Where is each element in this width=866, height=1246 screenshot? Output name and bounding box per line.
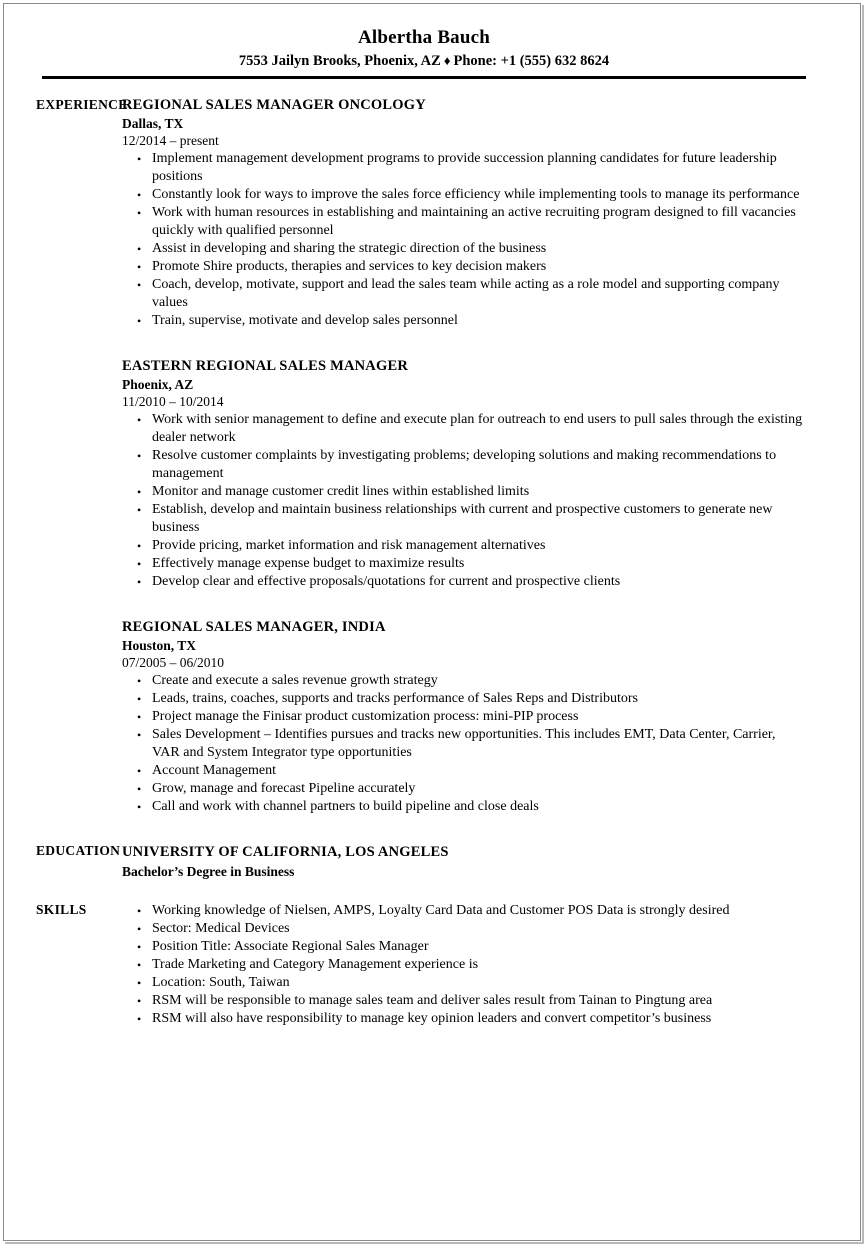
list-item: • RSM will also have responsibility to manage key opinion leaders and convert competitor’s business — [122, 1010, 806, 1028]
list-item: • Establish, develop and maintain business relationships with current and prospective customers to generate new business — [122, 501, 806, 537]
job-location: Dallas, TX — [122, 116, 184, 131]
contact-address: 7553 Jailyn Brooks, Phoenix, AZ — [238, 53, 441, 69]
list-item: • Call and work with channel partners to build pipeline and close deals — [122, 798, 806, 816]
list-item: • Promote Shire products, therapies and services to key decision makers — [122, 258, 806, 276]
job-bullet-list — [122, 672, 806, 816]
diamond-separator-icon: ♦ — [443, 53, 451, 68]
list-item: • Implement management development programs to provide succession planning candidates for future leadership positions — [122, 150, 806, 186]
list-item: • Create and execute a sales revenue growth strategy — [122, 672, 806, 690]
education-school: UNIVERSITY OF CALIFORNIA, LOS ANGELES — [122, 844, 449, 860]
spacer — [122, 591, 806, 618]
list-item: • Work with human resources in establishing and maintaining an active recruiting program designed to fill vacancies quickly with qualified personnel — [122, 204, 806, 240]
page-shadow-bottom — [5, 1242, 864, 1244]
list-item: • Resolve customer complaints by investigating problems; developing solutions and making recommendations to management — [122, 447, 806, 483]
list-item: • Project manage the Finisar product customization process: mini-PIP process — [122, 708, 806, 726]
list-item: • Leads, trains, coaches, supports and tracks performance of Sales Reps and Distributors — [122, 690, 806, 708]
list-item: • Grow, manage and forecast Pipeline accurately — [122, 780, 806, 798]
list-item: • Train, supervise, motivate and develop sales personnel — [122, 312, 806, 330]
section-label-education: EDUCATION — [36, 843, 121, 858]
job-entry — [122, 618, 806, 816]
spacer — [0, 816, 866, 842]
section-label-experience: EXPERIENCE — [36, 97, 128, 112]
section-label-skills: SKILLS — [36, 902, 87, 917]
contact-line — [42, 54, 806, 69]
list-item: • Sales Development – Identifies pursues and tracks new opportunities. This includes EMT, Data Center, Carrier, VAR and System Integrator type opportunities — [122, 726, 806, 762]
list-item: • Account Management — [122, 762, 806, 780]
list-item: • RSM will be responsible to manage sales team and deliver sales result from Tainan to Pingtung area — [122, 992, 806, 1010]
job-dates: 11/2010 – 10/2014 — [122, 394, 224, 409]
skills-entries — [122, 901, 866, 1028]
list-item: • Location: South, Taiwan — [122, 974, 806, 992]
resume-body — [0, 96, 866, 1028]
section-experience — [0, 96, 866, 816]
spacer — [0, 881, 866, 901]
section-education — [0, 842, 866, 881]
spacer — [122, 330, 806, 357]
list-item: • Effectively manage expense budget to maximize results — [122, 555, 806, 573]
job-location: Houston, TX — [122, 638, 197, 653]
candidate-name: Albertha Bauch — [357, 27, 491, 48]
list-item: • Position Title: Associate Regional Sales Manager — [122, 938, 806, 956]
list-item: • Trade Marketing and Category Management experience is — [122, 956, 806, 974]
job-bullet-list — [122, 411, 806, 591]
job-entry — [122, 357, 806, 591]
list-item: • Constantly look for ways to improve the sales force efficiency while implementing tools to manage its performance — [122, 186, 806, 204]
job-entry — [122, 96, 806, 330]
list-item: • Coach, develop, motivate, support and lead the sales team while acting as a role model and supporting company values — [122, 276, 806, 312]
list-item: • Work with senior management to define and execute plan for outreach to end users to pull sales through the existing dealer network — [122, 411, 806, 447]
job-dates: 12/2014 – present — [122, 133, 219, 148]
job-location: Phoenix, AZ — [122, 377, 194, 392]
list-item: • Provide pricing, market information and risk management alternatives — [122, 537, 806, 555]
list-item: • Develop clear and effective proposals/quotations for current and prospective clients — [122, 573, 806, 591]
list-item: • Sector: Medical Devices — [122, 920, 806, 938]
job-dates: 07/2005 – 06/2010 — [122, 655, 225, 670]
list-item: • Working knowledge of Nielsen, AMPS, Loyalty Card Data and Customer POS Data is strongly desired — [122, 902, 806, 920]
list-item: • Assist in developing and sharing the strategic direction of the business — [122, 240, 806, 258]
skills-bullet-list — [122, 902, 806, 1028]
job-title: EASTERN REGIONAL SALES MANAGER — [122, 358, 408, 374]
education-entry — [122, 842, 866, 881]
section-skills — [0, 901, 866, 1028]
education-degree: Bachelor’s Degree in Business — [122, 864, 295, 879]
contact-phone: Phone: +1 (555) 632 8624 — [453, 53, 610, 69]
experience-entries — [122, 96, 866, 816]
list-item: • Monitor and manage customer credit lines within established limits — [122, 483, 806, 501]
job-title: REGIONAL SALES MANAGER ONCOLOGY — [122, 97, 426, 113]
job-bullet-list — [122, 150, 806, 330]
job-title: REGIONAL SALES MANAGER, INDIA — [122, 619, 386, 635]
header-divider — [42, 76, 806, 79]
